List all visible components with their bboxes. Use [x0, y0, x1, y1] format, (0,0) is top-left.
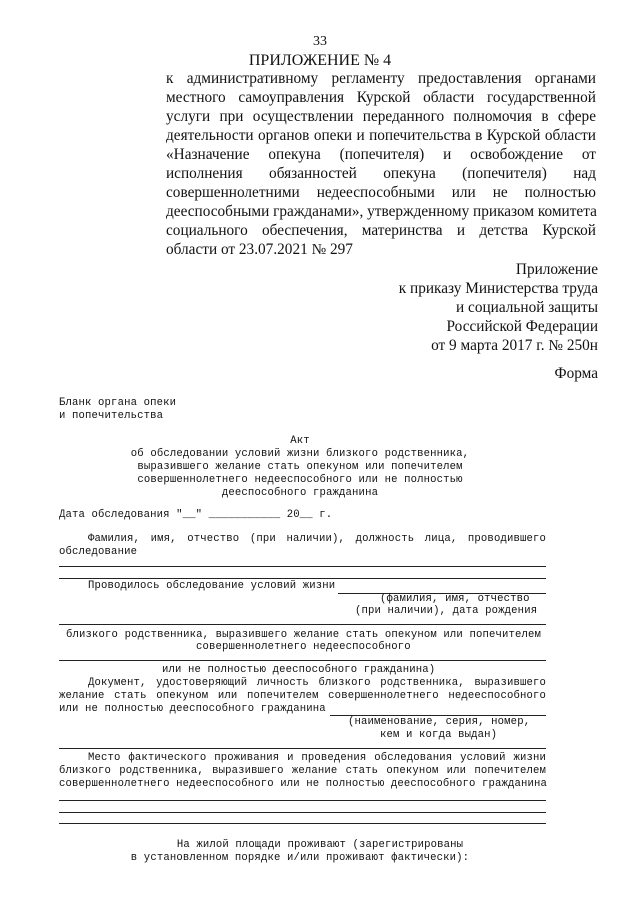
appendix-line: «Назначение опекуна (попечителя) и освобождение от	[166, 146, 596, 163]
document-text: или не полностью дееспособного гражданина	[59, 703, 326, 715]
blank-line-1: Бланк органа опеки	[59, 397, 177, 409]
document-text: желание стать опекуном или попечителем совершеннолетнего недееспособного	[59, 690, 546, 702]
fio-hint: (фамилия, имя, отчество	[380, 593, 530, 605]
ministry-appendix-line: Российской Федерации	[446, 318, 598, 335]
residence-text: Место фактического проживания и проведения обследования условий жизни	[88, 752, 546, 764]
blank-line-2: и попечительства	[59, 410, 164, 422]
act-title: Акт	[290, 435, 310, 447]
fill-line[interactable]	[59, 578, 546, 579]
appendix-line: исполнения обязанностей опекуна (попечителя) над	[166, 165, 596, 182]
act-subtitle-line: об обследовании условий жизни близкого родственника,	[130, 448, 470, 460]
date-of-inspection[interactable]: Дата обследования "__" ___________ 20__ г.	[59, 509, 333, 521]
page-number: 33	[313, 34, 327, 49]
act-subtitle-line: дееспособного гражданина	[221, 487, 379, 499]
living-space-text: На жилой площади проживают (зарегистрированы	[176, 839, 464, 851]
fill-line[interactable]	[59, 624, 546, 625]
appendix-title: ПРИЛОЖЕНИЕ № 4	[248, 52, 392, 69]
fio-hint: (при наличии), дата рождения	[355, 605, 538, 617]
document-hint: (наименование, серия, номер,	[348, 716, 531, 728]
appendix-line: местного самоуправления Курской области государственной	[166, 89, 596, 106]
relative-text: или не полностью дееспособного гражданина)	[162, 664, 436, 676]
appendix-line: социального обеспечения, материнства и детства Курской	[166, 222, 596, 239]
form-label: Форма	[554, 365, 598, 382]
fill-line[interactable]	[59, 812, 546, 813]
relative-text: близкого родственника, выразившего желание стать опекуном или попечителем	[66, 629, 542, 641]
fill-line[interactable]	[59, 660, 546, 661]
appendix-line: к административному регламенту предоставления органами	[166, 70, 596, 87]
ministry-appendix-line: Приложение	[515, 261, 598, 278]
relative-text: совершеннолетнего недееспособного	[196, 641, 411, 653]
appendix-line: услуги при осуществлении переданного полномочия в сфере	[166, 108, 596, 125]
ministry-appendix-line: от 9 марта 2017 г. № 250н	[431, 337, 598, 354]
conducted-label: Проводилось обследование условий жизни	[88, 580, 336, 592]
appendix-line: дееспособными гражданами», утвержденному приказом комитета	[166, 203, 597, 220]
inspector-fio-text: обследование	[59, 546, 138, 558]
residence-text: совершеннолетнего недееспособного или не полностью дееспособного гражданина	[59, 778, 548, 790]
residence-text: близкого родственника, выразившего желание стать опекуном или попечителем	[59, 765, 546, 777]
document-text: Документ, удостоверяющий личность близкого родственника, выразившего	[88, 677, 546, 689]
act-subtitle-line: выразившего желание стать опекуном или попечителем	[137, 461, 463, 473]
ministry-appendix-line: и социальной защиты	[456, 299, 598, 316]
fill-line[interactable]	[59, 566, 546, 567]
fill-line[interactable]	[59, 748, 546, 749]
appendix-line: деятельности органов опеки и попечительства в Курской области	[166, 127, 596, 144]
appendix-line: совершеннолетними недееспособными или не полностью	[166, 184, 596, 201]
appendix-line: области от 23.07.2021 № 297	[166, 241, 353, 258]
fill-line[interactable]	[59, 800, 546, 801]
living-space-text: в установленном порядке и/или проживают фактически):	[130, 852, 470, 864]
inspector-fio-text: Фамилия, имя, отчество (при наличии), должность лица, проводившего	[88, 533, 546, 545]
act-subtitle-line: совершеннолетнего недееспособного или не полностью	[137, 474, 463, 486]
ministry-appendix-line: к приказу Министерства труда	[398, 280, 598, 297]
document-hint: кем и когда выдан)	[380, 729, 498, 741]
fill-line[interactable]	[59, 823, 546, 824]
